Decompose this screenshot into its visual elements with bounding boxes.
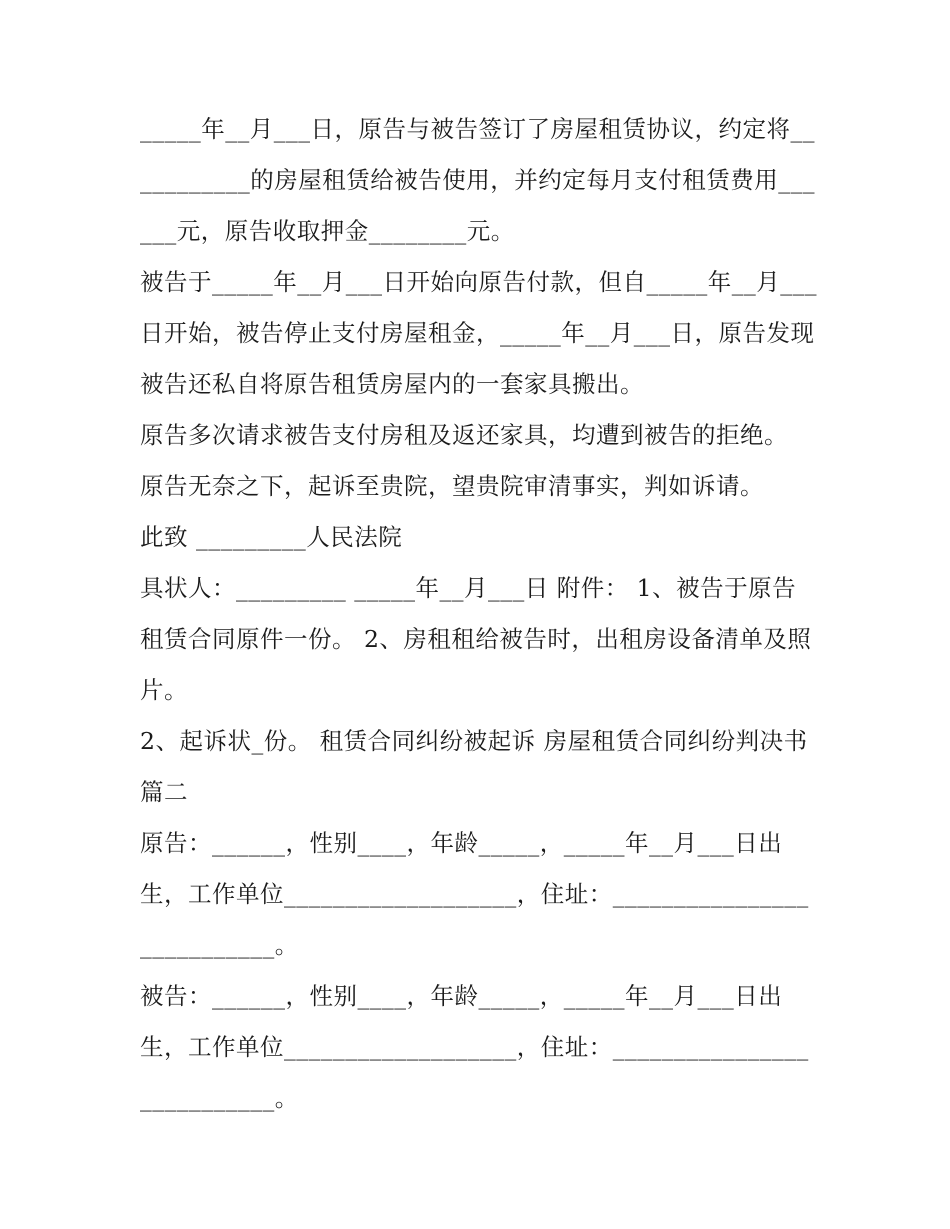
paragraph-payment-stopped: 被告于_____年__月___日开始向原告付款，但自_____年__月___日开始，被告停止支付房屋租金，_____年__月___日，原告发现被告还私自将原告租赁房屋内的一套家具搬出。 — [140, 268, 817, 398]
paragraph-refusal: 原告多次请求被告支付房租及返还家具，均遭到被告的拒绝。 — [140, 421, 788, 449]
paragraph-defendant-info: 被告：______，性别____，年龄_____，_____年__月___日出生，工作单位___________________，住址：___________________________。 — [140, 982, 809, 1112]
paragraph-lease-agreement: _____年__月___日，原告与被告签订了房屋租赁协议，约定将___________的房屋租赁给被告使用，并约定每月支付租赁费用______元，原告收取押金________元。 — [140, 115, 815, 245]
paragraph-addressee-court: 此致 _________人民法院 — [140, 523, 403, 551]
paragraph-plaintiff-info: 原告：______，性别____，年龄_____，_____年__月___日出生，工作单位___________________，住址：___________________________。 — [140, 829, 809, 959]
paragraph-complaint-copies: 2、起诉状_份。 租赁合同纠纷被起诉 房屋租赁合同纠纷判决书篇二 — [140, 727, 808, 806]
paragraph-signature-attachments: 具状人：_________ _____年__月___日 附件： 1、被告于原告租赁合同原件一份。 2、房租租给被告时，出租房设备清单及照片。 — [140, 574, 812, 704]
paragraph-lawsuit-request: 原告无奈之下，起诉至贵院，望贵院审清事实，判如诉请。 — [140, 472, 764, 500]
